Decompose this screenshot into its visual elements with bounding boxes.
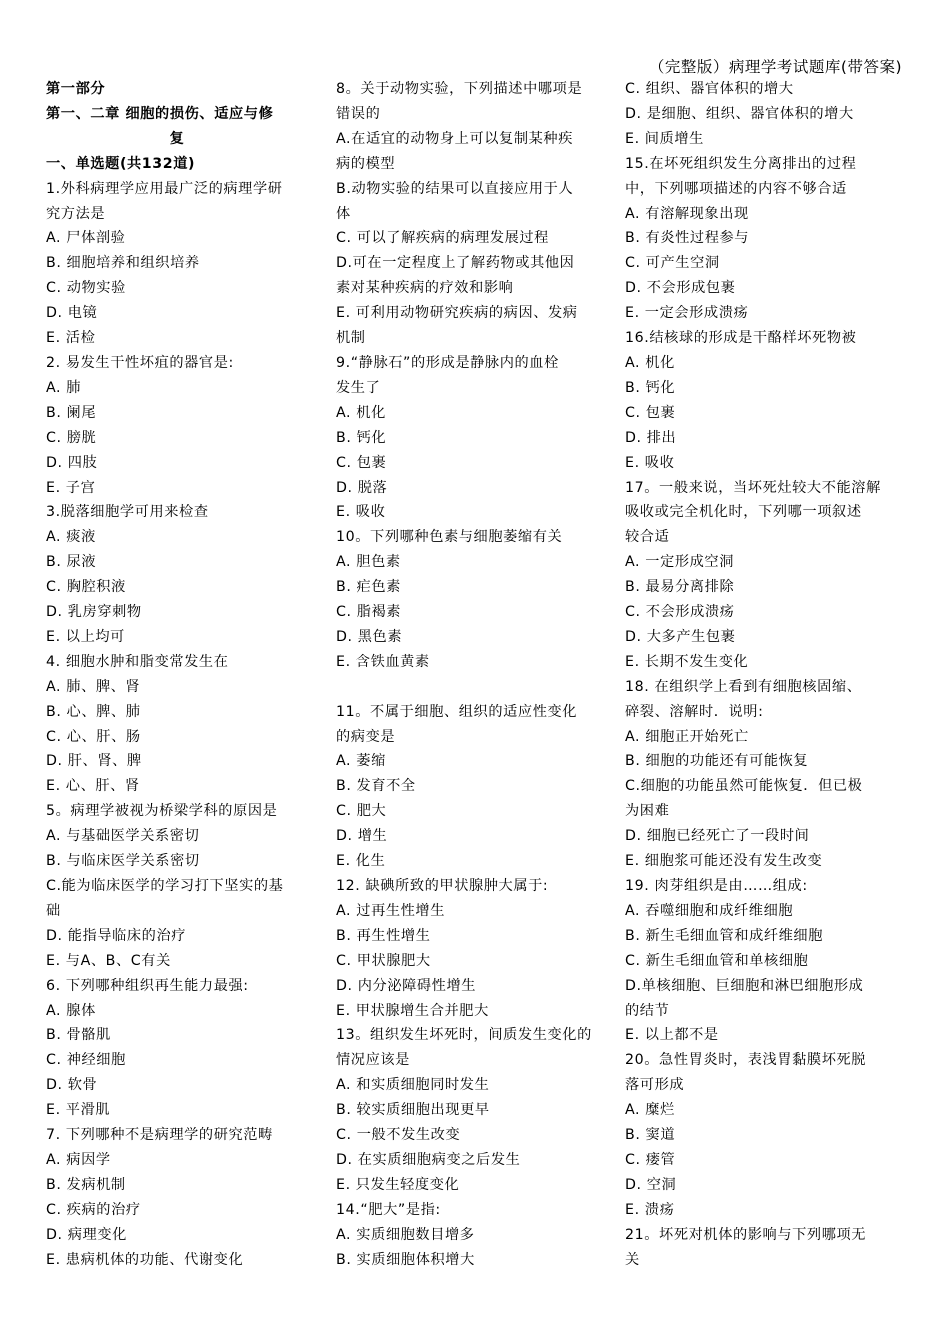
text-line: 14.“肥大”是指:	[336, 1201, 441, 1218]
text-line: C. 肥大	[336, 803, 387, 820]
text-line: 5。病理学被视为桥梁学科的原因是	[46, 803, 278, 820]
text-line: A. 细胞正开始死亡	[625, 728, 749, 745]
text-line: 1.外科病理学应用最广泛的病理学研	[46, 180, 283, 197]
text-line	[336, 675, 598, 700]
text-line: 病的模型	[336, 155, 396, 172]
text-line: 落可形成	[625, 1077, 685, 1094]
text-line: 为困难	[625, 803, 670, 820]
text-line: 错误的	[336, 105, 381, 122]
text-line: 的病变是	[336, 728, 396, 745]
text-line: 10。下列哪种色素与细胞萎缩有关	[336, 529, 563, 546]
text-line: B. 实质细胞体积增大	[336, 1251, 475, 1268]
text-line: B. 与临床医学关系密切	[46, 853, 200, 870]
text-line: B. 心、脾、肺	[46, 703, 141, 720]
text-line: B. 细胞培养和组织培养	[46, 255, 200, 272]
text-line: B. 尿液	[46, 554, 97, 571]
text-line: D. 软骨	[46, 1077, 98, 1094]
text-line: E. 化生	[336, 853, 386, 870]
text-line: C. 胸腔积液	[46, 579, 126, 596]
text-line: B. 窦道	[625, 1127, 676, 1144]
text-line: D. 细胞已经死亡了一段时间	[625, 828, 810, 845]
text-line: 一、单选题(共132道)	[46, 155, 196, 172]
text-line: C. 神经细胞	[46, 1052, 126, 1069]
text-line: D. 是细胞、组织、器官体积的增大	[625, 105, 854, 122]
text-line: 21。坏死对机体的影响与下列哪项无	[625, 1226, 867, 1243]
text-line: D. 排出	[625, 429, 677, 446]
text-line: C. 瘘管	[625, 1151, 676, 1168]
text-line: B. 钙化	[625, 379, 676, 396]
text-line: 中，下列哪项描述的内容不够合适	[625, 180, 847, 197]
text-line: B. 骨骼肌	[46, 1027, 111, 1044]
text-line: D. 内分泌障碍性增生	[336, 977, 477, 994]
text-line: E. 长期不发生变化	[625, 653, 749, 670]
text-line: E. 含铁血黄素	[336, 653, 430, 670]
text-line: E. 吸收	[625, 454, 675, 471]
text-line: A. 过再生性增生	[336, 902, 446, 919]
text-line: E. 可利用动物研究疾病的病因、发病	[336, 305, 578, 322]
text-line: D. 增生	[336, 828, 388, 845]
text-line: A. 胆色素	[336, 554, 401, 571]
text-line: E. 只发生轻度变化	[336, 1176, 460, 1193]
text-line: A. 和实质细胞同时发生	[336, 1077, 490, 1094]
text-line: E. 患病机体的功能、代谢变化	[46, 1251, 244, 1268]
text-line: E. 与A、B、C有关	[46, 952, 171, 969]
text-line: E. 吸收	[336, 504, 386, 521]
text-line: A.在适宜的动物身上可以复制某种疾	[336, 130, 573, 147]
text-line: 较合适	[625, 529, 670, 546]
text-line: D. 能指导临床的治疗	[46, 927, 187, 944]
text-line: 8。关于动物实验，下列描述中哪项是	[336, 81, 583, 97]
text-column-3	[625, 77, 887, 1273]
text-line: E. 溃疡	[625, 1201, 675, 1218]
text-line: 机制	[336, 330, 366, 347]
text-line: A. 萎缩	[336, 753, 386, 770]
text-line: C. 心、肝、肠	[46, 728, 141, 745]
text-line: E. 甲状腺增生合并肥大	[336, 1002, 489, 1019]
text-line: 碎裂、溶解时．说明:	[625, 703, 764, 720]
text-line: C. 组织、器官体积的增大	[625, 81, 794, 97]
text-line: 16.结核球的形成是干酪样坏死物被	[625, 330, 857, 347]
text-line: D. 肝、肾、脾	[46, 753, 142, 770]
text-line: 3.脱落细胞学可用来检查	[46, 504, 209, 521]
text-line: 12. 缺碘所致的甲状腺肿大属于:	[336, 877, 549, 894]
text-line: E. 活检	[46, 330, 96, 347]
text-line: C.细胞的功能虽然可能恢复．但已极	[625, 778, 863, 795]
text-line: B. 发病机制	[46, 1176, 126, 1193]
text-line: A. 糜烂	[625, 1102, 675, 1119]
text-line: A. 尸体剖验	[46, 230, 126, 247]
text-line: A. 机化	[336, 404, 386, 421]
text-line: 18. 在组织学上看到有细胞核固缩、	[625, 678, 862, 695]
text-line: A. 腺体	[46, 1002, 96, 1019]
text-line: B. 发育不全	[336, 778, 416, 795]
text-line: B. 钙化	[336, 429, 387, 446]
text-line: B. 细胞的功能还有可能恢复	[625, 753, 809, 770]
text-line: 7. 下列哪种不是病理学的研究范畴	[46, 1127, 273, 1144]
text-line: E. 一定会形成溃疡	[625, 305, 749, 322]
text-line: A. 肺、脾、肾	[46, 678, 141, 695]
text-line: D. 脱落	[336, 479, 388, 496]
text-line: D. 黑色素	[336, 628, 403, 645]
text-line: 础	[46, 902, 61, 919]
text-line: D.单核细胞、巨细胞和淋巴细胞形成	[625, 977, 864, 994]
text-line: 复	[169, 130, 185, 147]
text-line: C. 可以了解疾病的病理发展过程	[336, 230, 549, 247]
text-line: C. 可产生空洞	[625, 255, 720, 272]
text-line: C. 膀胱	[46, 429, 97, 446]
text-line: 情况应该是	[336, 1052, 410, 1069]
text-line: E. 细胞浆可能还没有发生改变	[625, 853, 823, 870]
text-line: E. 子宫	[46, 479, 96, 496]
text-line: B. 较实质细胞出现更早	[336, 1102, 490, 1119]
text-line: A. 吞噬细胞和成纤维细胞	[625, 902, 794, 919]
text-line: 2. 易发生干性坏疽的器官是:	[46, 354, 234, 371]
text-line: B. 有炎性过程参与	[625, 230, 750, 247]
text-line: 体	[336, 205, 351, 222]
text-line: 素对某种疾病的疗效和影响	[336, 280, 514, 297]
text-line: E. 间质增生	[625, 130, 704, 147]
text-line: 关	[625, 1251, 640, 1268]
text-line: 20。急性胃炎时，表浅胃黏膜坏死脱	[625, 1052, 867, 1069]
text-line: C. 包裹	[625, 404, 676, 421]
text-line: E. 平滑肌	[46, 1102, 111, 1119]
text-line: C. 甲状腺肥大	[336, 952, 431, 969]
text-line: B. 新生毛细血管和成纤维细胞	[625, 927, 824, 944]
text-column-2	[336, 77, 598, 1272]
text-line: C. 新生毛细血管和单核细胞	[625, 952, 809, 969]
text-line: 吸收或完全机化时，下列哪一项叙述	[625, 504, 862, 521]
text-line: 6. 下列哪种组织再生能力最强:	[46, 977, 249, 994]
text-line: 发生了	[336, 379, 381, 396]
text-line: A. 机化	[625, 354, 675, 371]
text-line: C. 包裹	[336, 454, 387, 471]
text-line: A. 病因学	[46, 1151, 111, 1168]
text-line: 的结节	[625, 1002, 670, 1019]
text-line: 15.在坏死组织发生分离排出的过程	[625, 155, 857, 172]
text-line: A. 肺	[46, 379, 82, 396]
text-line: B. 阑尾	[46, 404, 97, 421]
text-line: D. 病理变化	[46, 1226, 127, 1243]
text-line: 9.“静脉石”的形成是静脉内的血栓	[336, 354, 559, 371]
text-line: D. 空洞	[625, 1176, 677, 1193]
text-line: 究方法是	[46, 205, 106, 222]
text-line: E. 心、肝、肾	[46, 778, 140, 795]
text-line: B. 最易分离排除	[625, 579, 735, 596]
text-line: D. 乳房穿刺物	[46, 604, 142, 621]
text-line: D. 大多产生包裹	[625, 628, 736, 645]
text-line: 17。一般来说，当坏死灶较大不能溶解	[625, 479, 881, 496]
text-line: A. 一定形成空洞	[625, 554, 735, 571]
text-line: C.能为临床医学的学习打下坚实的基	[46, 878, 284, 894]
text-line: C. 一般不发生改变	[336, 1127, 461, 1144]
text-line: D. 电镜	[46, 305, 98, 322]
text-line: 4. 细胞水肿和脂变常发生在	[46, 653, 229, 670]
text-line: A. 有溶解现象出现	[625, 205, 749, 222]
text-line: E. 以上均可	[46, 628, 125, 645]
text-line: 11。不属于细胞、组织的适应性变化	[336, 703, 578, 720]
text-line: A. 实质细胞数目增多	[336, 1226, 475, 1243]
text-line: B.动物实验的结果可以直接应用于人	[336, 180, 574, 197]
text-line: D.可在一定程度上了解药物或其他因	[336, 255, 575, 272]
text-line: 19. 肉芽组织是由……组成:	[625, 878, 808, 894]
text-line: C. 不会形成溃疡	[625, 604, 735, 621]
text-line: C. 脂褐素	[336, 604, 402, 621]
text-line: 第一、二章 细胞的损伤、适应与修	[46, 105, 274, 122]
text-line: 13。组织发生坏死时，间质发生变化的	[336, 1027, 592, 1044]
text-line: 第一部分	[46, 81, 106, 97]
document-header: （完整版）病理学考试题库(带答案)	[648, 58, 902, 76]
text-line: C. 疾病的治疗	[46, 1201, 141, 1218]
text-line: D. 不会形成包裹	[625, 280, 736, 297]
text-line: A. 痰液	[46, 529, 96, 546]
text-line: D. 四肢	[46, 454, 98, 471]
text-line: A. 与基础医学关系密切	[46, 828, 200, 845]
text-line: B. 再生性增生	[336, 927, 431, 944]
text-column-1	[46, 77, 308, 1273]
text-line: D. 在实质细胞病变之后发生	[336, 1151, 521, 1168]
text-line: E. 以上都不是	[625, 1027, 719, 1044]
text-line: C. 动物实验	[46, 280, 126, 297]
text-line: B. 疟色素	[336, 579, 401, 596]
